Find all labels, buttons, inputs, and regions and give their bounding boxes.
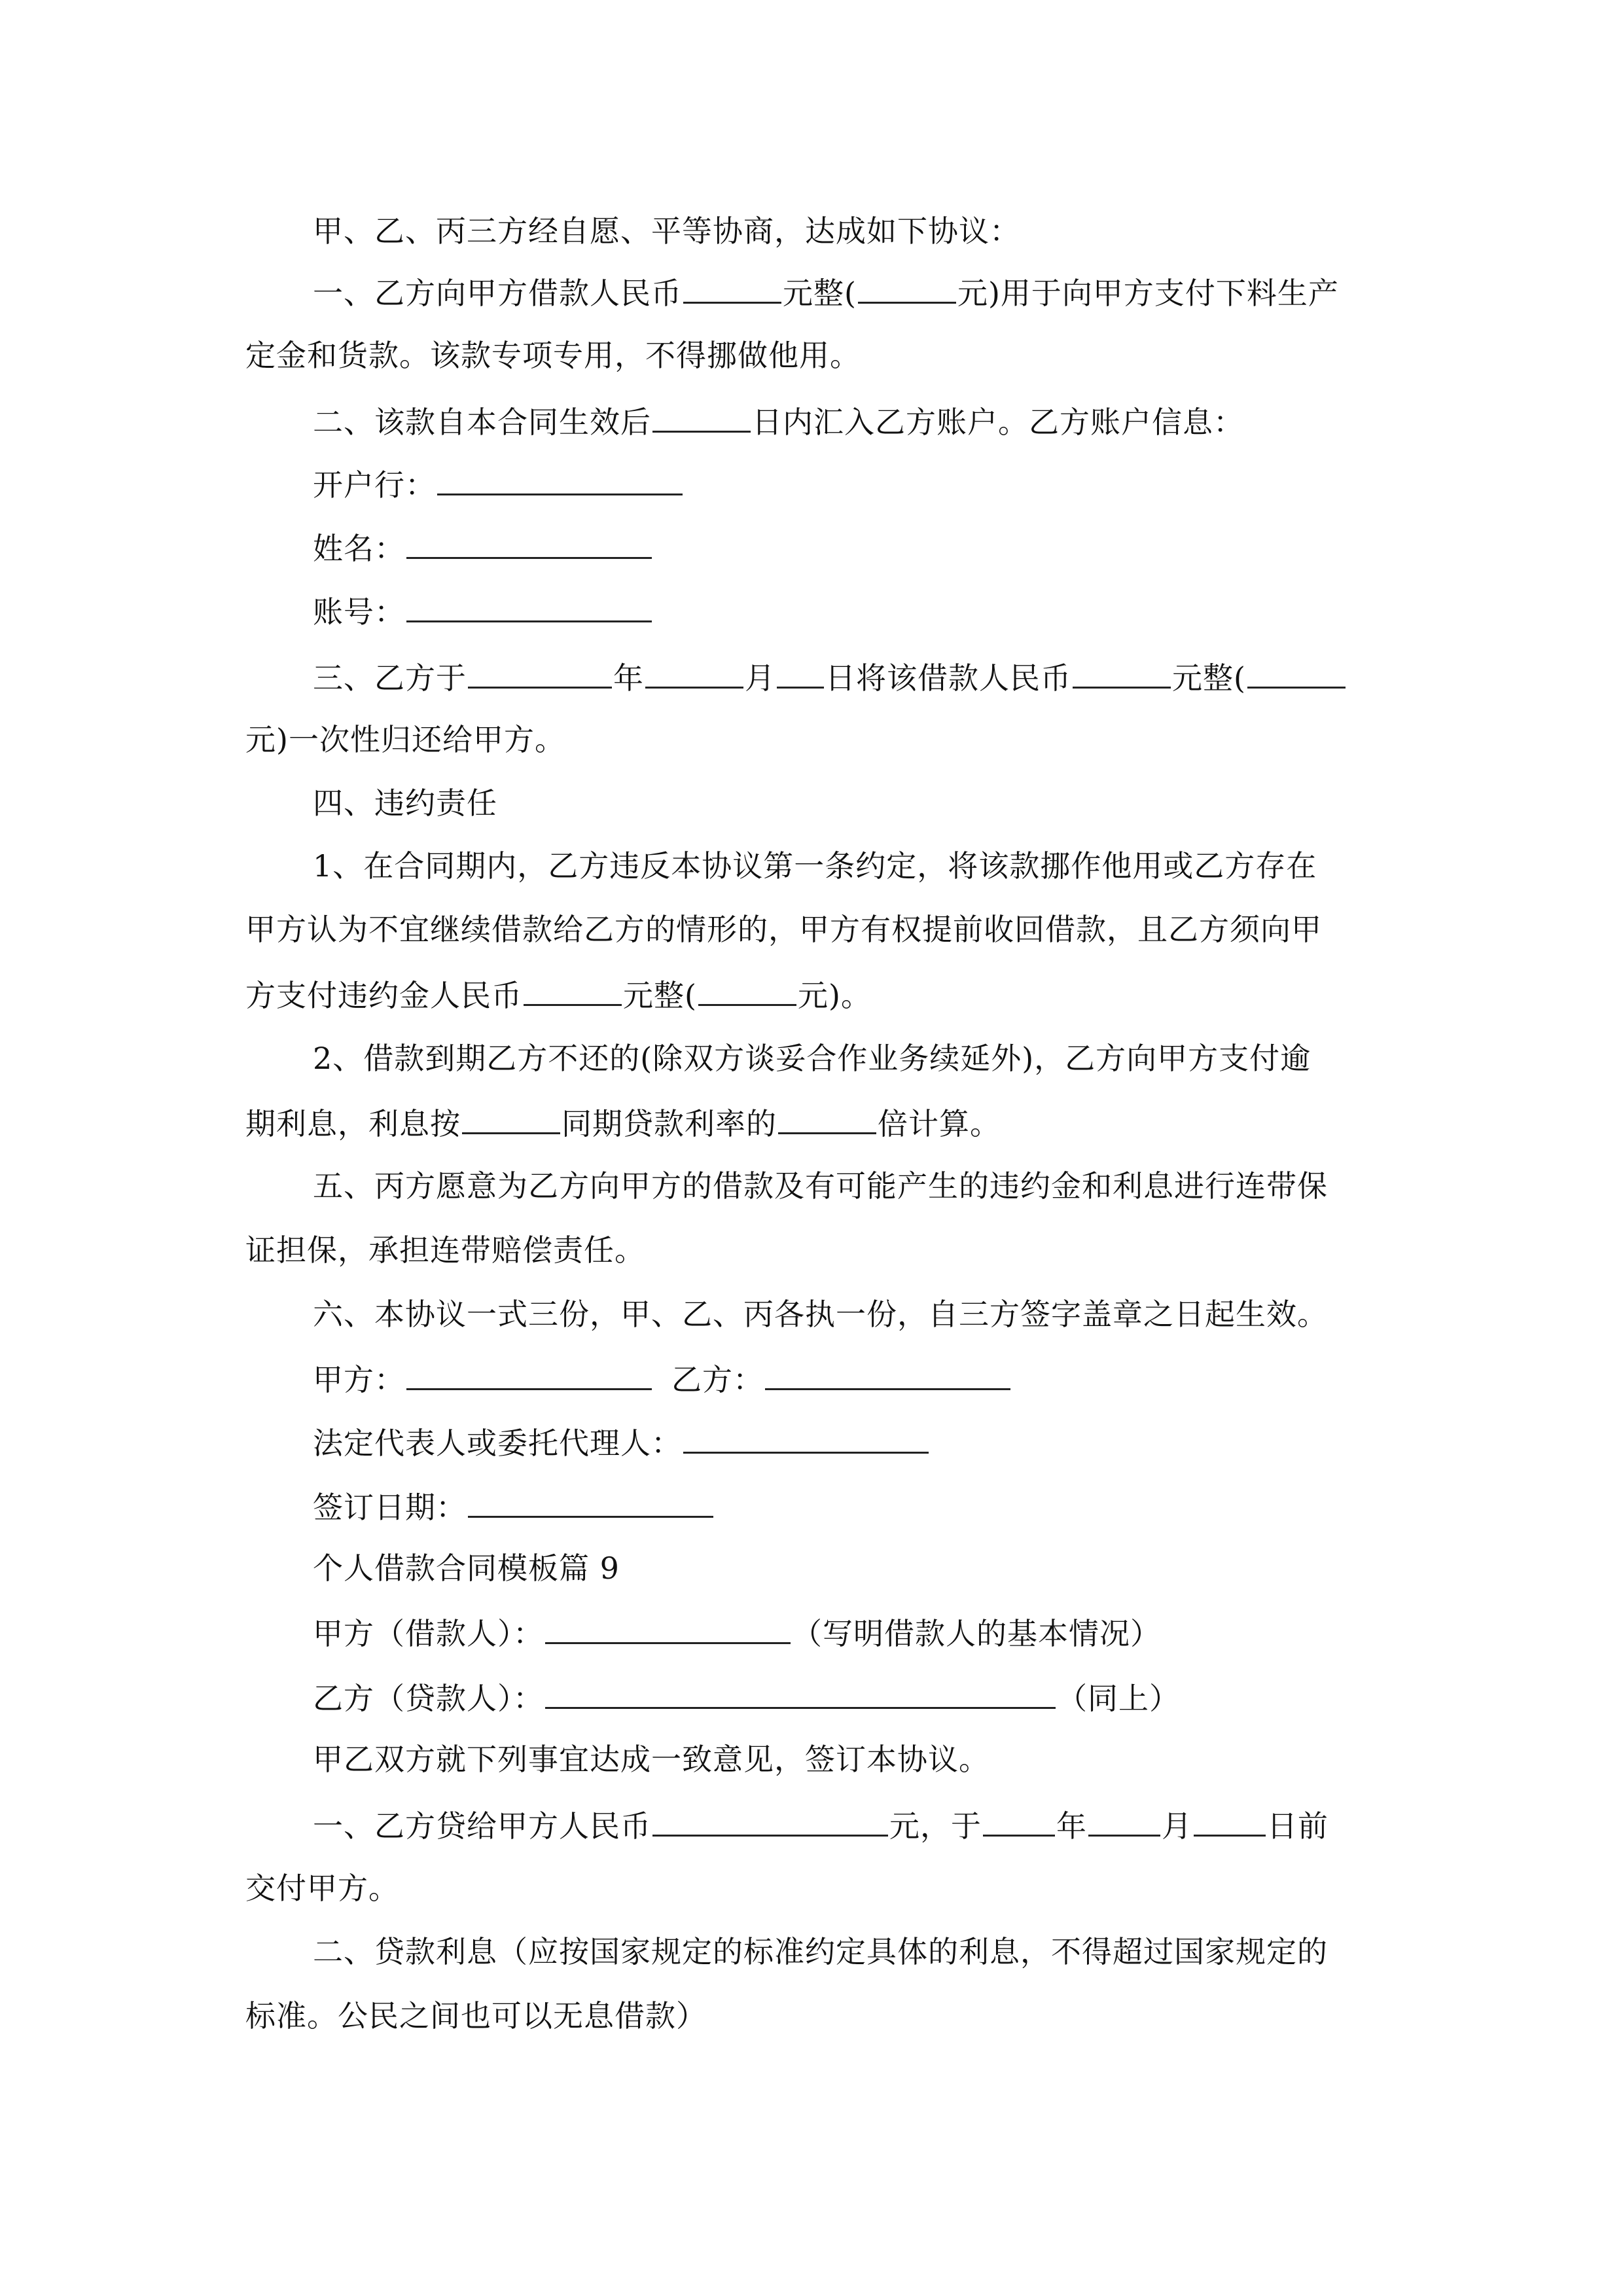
section-title [313,1549,620,1588]
text-segment: 二、该款自本合同生效后 [313,404,651,440]
account-number-row [313,590,653,632]
text-segment: 六、本协议一式三份，甲、乙、丙各执一份，自三方签字盖章之日起生效。 [313,1297,1328,1332]
legal-representative-field[interactable] [683,1422,929,1454]
clause-4-2-line-2 [245,1102,1001,1143]
field-label: 姓名： [313,531,405,566]
blank-field[interactable] [683,272,781,304]
borrower-field[interactable] [545,1612,791,1644]
text-segment: 方支付违约金人民币 [245,978,522,1013]
text-segment: （写明借款人的基本情况） [792,1616,1161,1651]
signing-date-row [313,1486,715,1527]
blank-field[interactable] [777,656,824,689]
text-segment: 日将该借款人民币 [825,660,1071,696]
blank-field[interactable] [1088,1804,1160,1837]
text-segment: 证担保，承担连带赔偿责任。 [245,1232,645,1268]
party-a-signature-field[interactable] [406,1358,652,1390]
text-segment: 同期贷款利率的 [562,1106,777,1141]
text-segment: 日前 [1267,1808,1329,1844]
text-segment: 甲、乙、丙三方经自愿、平等协商，达成如下协议： [313,213,1020,249]
text-segment: 月 [1162,1808,1192,1844]
clause-1-line-2 [245,336,861,375]
text-segment: 甲方认为不宜继续借款给乙方的情形的，甲方有权提前收回借款，且乙方须向甲 [245,912,1322,947]
field-label: 开户行： [313,467,436,503]
text-segment: 日内汇入乙方账户。乙方账户信息： [752,404,1244,440]
legal-representative-row [313,1422,930,1463]
blank-field[interactable] [858,272,956,304]
clause-5-line-2 [245,1230,645,1270]
blank-field[interactable] [652,1804,888,1837]
field-label: 乙方： [671,1362,764,1397]
blank-field[interactable] [462,1102,560,1134]
field-label: 甲方： [313,1362,405,1397]
text-segment: 倍计算。 [878,1106,1001,1141]
text-segment: 1、在合同期内，乙方违反本协议第一条约定，将该款挪作他用或乙方存在 [313,848,1317,884]
text-segment: 元)一次性归还给甲方。 [245,722,565,757]
field-label: 签订日期： [313,1490,467,1525]
blank-field[interactable] [468,656,612,689]
account-number-field[interactable] [406,590,652,622]
clause-4-heading [313,783,497,823]
text-segment: 元)。 [797,978,872,1013]
clause-4-1-line-3 [245,974,872,1015]
blank-field[interactable] [778,1102,876,1134]
section-heading: 个人借款合同模板篇 9 [313,1551,620,1586]
text-segment: 一、乙方贷给甲方人民币 [313,1808,651,1844]
text-segment: 甲乙双方就下列事宜达成一致意见，签订本协议。 [313,1742,990,1777]
blank-field[interactable] [1194,1804,1266,1837]
loan-clause-2-line-2 [245,1996,707,2036]
agreement-statement [313,1740,990,1779]
signature-parties-row [313,1358,1012,1399]
text-segment: 一、乙方向甲方借款人民币 [313,276,682,311]
agreement-intro [313,211,1020,251]
bank-name-field[interactable] [437,463,683,495]
text-segment: 元整( [783,276,857,311]
blank-field[interactable] [1073,656,1171,689]
text-segment: 月 [745,660,776,696]
clause-5-line-1 [313,1166,1328,1206]
text-segment: 交付甲方。 [245,1871,399,1906]
section-heading: 四、违约责任 [313,785,497,821]
blank-field[interactable] [645,656,743,689]
account-name-row [313,527,653,568]
field-label: 账号： [313,594,405,630]
text-segment: 定金和货款。该款专项专用，不得挪做他用。 [245,338,861,373]
text-segment: 期利息，利息按 [245,1106,461,1141]
text-segment: 元，于 [889,1808,982,1844]
clause-6 [313,1295,1328,1334]
loan-clause-1-line-2 [245,1869,399,1908]
text-segment: 元)用于向甲方支付下料生产 [957,276,1339,311]
field-label: 法定代表人或委托代理人： [313,1426,682,1461]
loan-clause-2-line-1 [313,1932,1328,1971]
lender-row [313,1677,1180,1718]
field-label: 乙方（贷款人）： [313,1681,544,1716]
borrower-row [313,1612,1161,1653]
blank-field[interactable] [1247,656,1346,689]
text-segment: （同上） [1057,1681,1180,1716]
text-segment: 五、丙方愿意为乙方向甲方的借款及有可能产生的违约金和利息进行连带保 [313,1168,1328,1204]
text-segment: 标准。公民之间也可以无息借款） [245,1998,707,2034]
account-name-field[interactable] [406,527,652,559]
text-segment: 二、贷款利息（应按国家规定的标准约定具体的利息，不得超过国家规定的 [313,1934,1328,1969]
loan-clause-1-line-1 [313,1804,1329,1846]
clause-4-1-line-2 [245,910,1322,949]
clause-4-2-line-1 [313,1039,1311,1078]
field-label: 甲方（借款人）： [313,1616,544,1651]
lender-field[interactable] [545,1677,1056,1709]
clause-3-line-2 [245,720,565,759]
clause-2-line-1 [313,401,1244,442]
text-segment: 2、借款到期乙方不还的(除双方谈妥合作业务续延外)，乙方向甲方支付逾 [313,1041,1311,1076]
text-segment: 元整( [623,978,697,1013]
clause-4-1-line-1 [313,846,1317,886]
text-segment: 年 [1056,1808,1087,1844]
blank-field[interactable] [652,401,751,433]
blank-field[interactable] [983,1804,1055,1837]
text-segment: 元整( [1172,660,1246,696]
clause-1-line-1 [313,272,1339,313]
party-b-signature-field[interactable] [765,1358,1010,1390]
blank-field[interactable] [524,974,622,1006]
clause-3-line-1 [313,656,1347,698]
bank-name-row [313,463,684,505]
blank-field[interactable] [698,974,796,1006]
signing-date-field[interactable] [468,1486,713,1518]
text-segment: 年 [613,660,644,696]
text-segment: 三、乙方于 [313,660,467,696]
